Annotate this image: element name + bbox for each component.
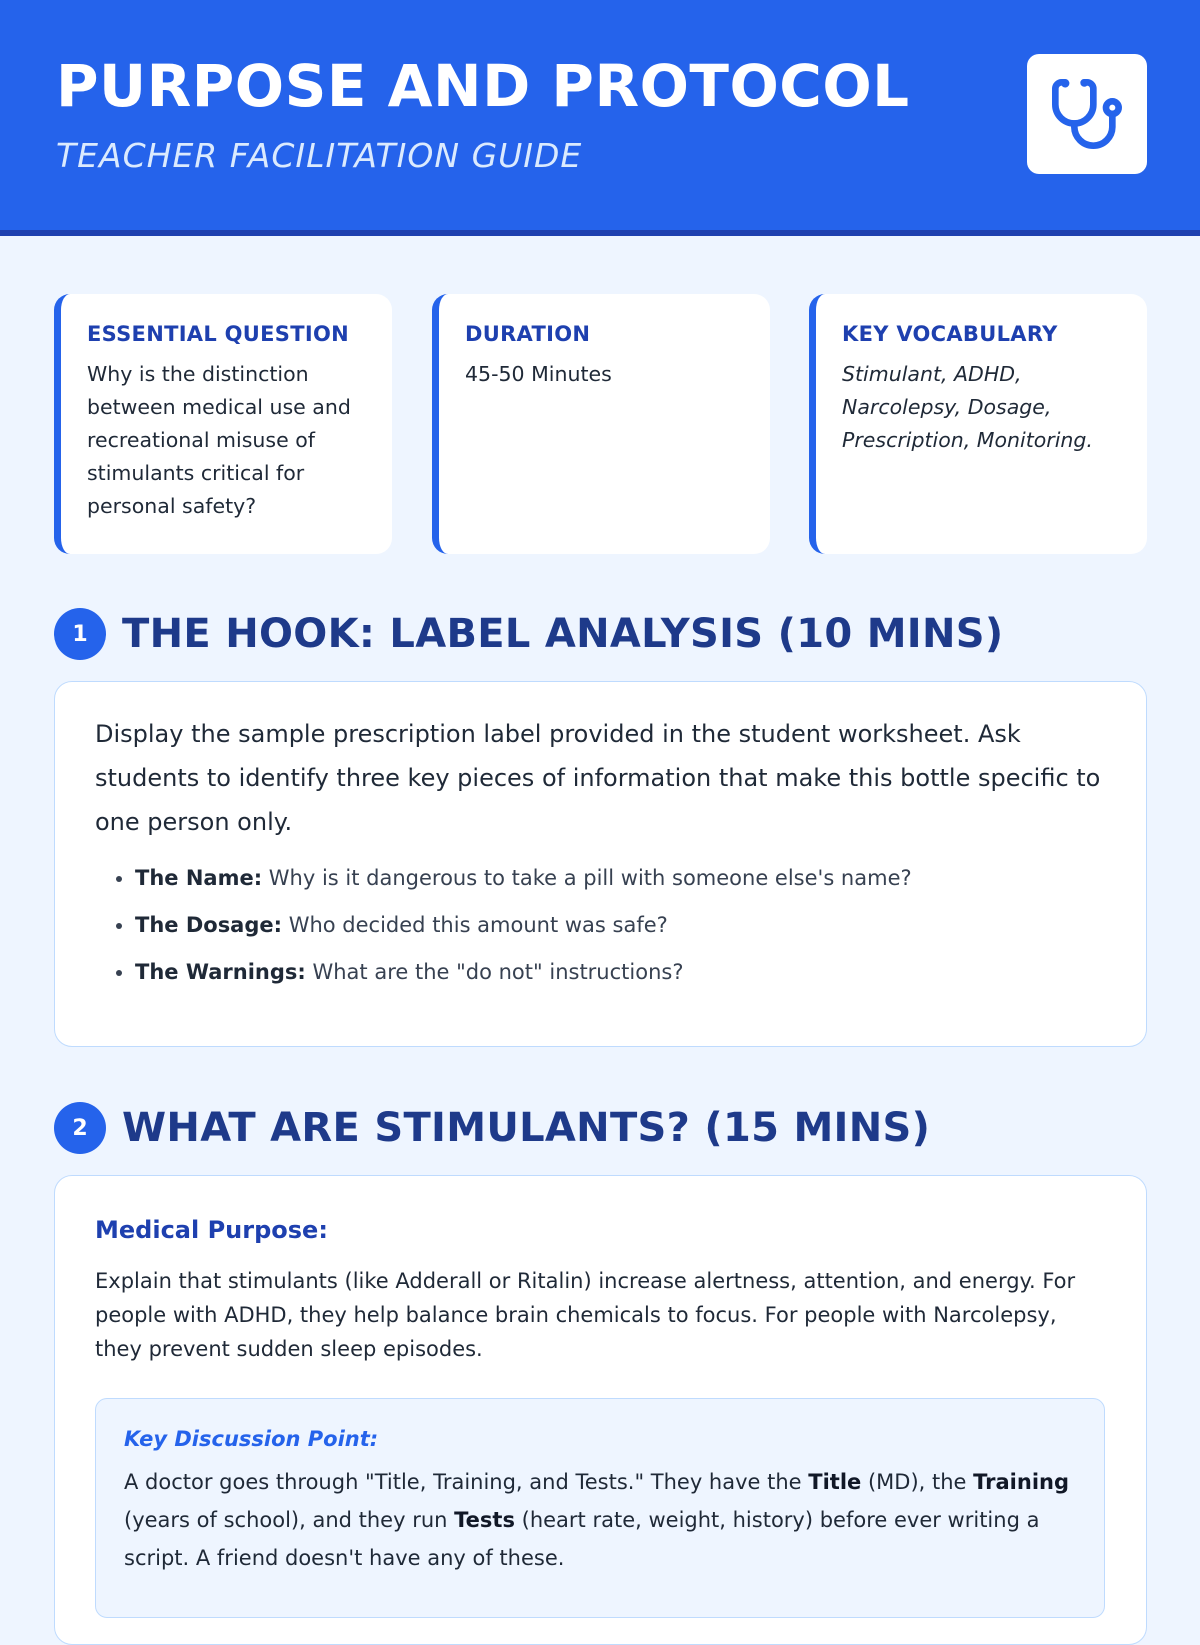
bullet-text: Who decided this amount was safe? — [282, 913, 668, 937]
hook-card — [54, 681, 1147, 1047]
duration-card — [432, 294, 770, 554]
callout-text-part: A doctor goes through "Title, Training, and Tests." They have the — [124, 1470, 809, 1494]
medical-purpose-heading: Medical Purpose: — [95, 1216, 328, 1244]
bullet-label: The Warnings: — [135, 960, 306, 984]
key-discussion-callout — [95, 1398, 1105, 1618]
hook-intro-text: Display the sample prescription label provided in the student worksheet. Ask students to identify three key pieces of information that make this bottle specific to one person only. — [95, 720, 1101, 836]
section-number-badge: 1 — [54, 608, 106, 660]
callout-text-part: (MD), the — [861, 1470, 974, 1494]
callout-bold-training: Training — [973, 1470, 1070, 1494]
section-title: WHAT ARE STIMULANTS? (15 MINS) — [122, 1105, 931, 1151]
callout-title: Key Discussion Point: — [124, 1427, 379, 1451]
essential-question-text: Why is the distinction between medical use and recreational misuse of stimulants critical for personal safety? — [87, 362, 351, 518]
bullet-label: The Dosage: — [135, 913, 283, 937]
list-item — [135, 911, 1106, 939]
stethoscope-icon — [1049, 76, 1125, 152]
callout-bold-title: Title — [808, 1470, 862, 1494]
bullet-text: Why is it dangerous to take a pill with someone else's name? — [262, 866, 912, 890]
section-heading-stimulants — [54, 1102, 930, 1154]
list-item — [135, 958, 1106, 986]
duration-label: DURATION — [465, 322, 591, 346]
stimulants-card — [54, 1175, 1147, 1645]
key-vocabulary-card — [809, 294, 1147, 554]
bullet-text: What are the "do not" instructions? — [305, 960, 684, 984]
section-heading-hook — [54, 608, 1003, 660]
logo-badge — [1027, 54, 1147, 174]
essential-question-label: ESSENTIAL QUESTION — [87, 322, 349, 346]
callout-text-part: (heart rate, weight, history) before ever writing a script. A friend doesn't have any of these. — [124, 1508, 1040, 1570]
key-vocabulary-text: Stimulant, ADHD, Narcolepsy, Dosage, Prescription, Monitoring. — [842, 362, 1093, 452]
essential-question-card — [54, 294, 392, 554]
key-vocabulary-label: KEY VOCABULARY — [842, 322, 1058, 346]
page-title: PURPOSE AND PROTOCOL — [56, 52, 910, 120]
page-subtitle: TEACHER FACILITATION GUIDE — [56, 136, 583, 175]
list-item — [135, 864, 1106, 892]
callout-text — [124, 1463, 1076, 1577]
section-title: THE HOOK: LABEL ANALYSIS (10 MINS) — [122, 611, 1004, 657]
page-header — [0, 0, 1200, 236]
medical-purpose-text: Explain that stimulants (like Adderall or Ritalin) increase alertness, attention, and energy. For people with ADHD, they help balance brain chemicals to focus. For people with Narcolepsy, they prevent sudden sleep episodes. — [95, 1269, 1076, 1361]
hook-question-list — [95, 864, 1106, 986]
section-number-badge: 2 — [54, 1102, 106, 1154]
callout-text-part: (years of school), and they run — [124, 1508, 455, 1532]
callout-bold-tests: Tests — [454, 1508, 515, 1532]
bullet-label: The Name: — [135, 866, 263, 890]
duration-text: 45-50 Minutes — [465, 362, 612, 386]
